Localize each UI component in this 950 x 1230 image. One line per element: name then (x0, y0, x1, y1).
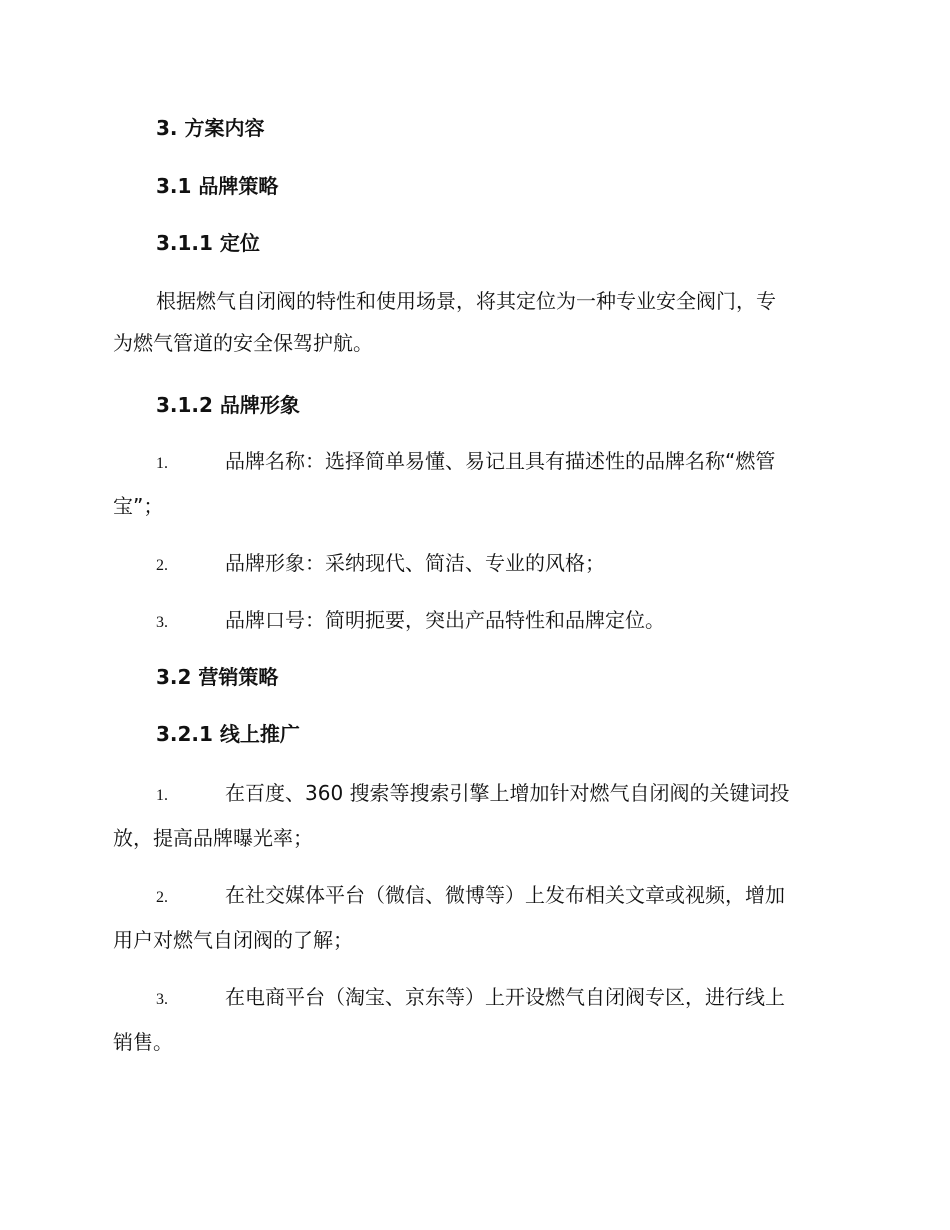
heading-positioning: 3.1.1 定位 (156, 231, 260, 255)
heading-brand-strategy: 3.1 品牌策略 (156, 174, 279, 198)
list-text: 品牌名称：选择简单易懂、易记且具有描述性的品牌名称“燃管 (225, 449, 776, 473)
heading-online-promotion: 3.2.1 线上推广 (156, 722, 300, 746)
list-item-social-media (113, 874, 833, 961)
list-number: 1. (156, 787, 168, 804)
paragraph-line: 根据燃气自闭阀的特性和使用场景，将其定位为一种专业安全阀门，专 (156, 289, 776, 313)
list-item-brand-image (113, 542, 833, 587)
heading-brand-image: 3.1.2 品牌形象 (156, 393, 300, 417)
list-text: 品牌口号：简明扼要，突出产品特性和品牌定位。 (225, 608, 665, 632)
list-text: 放，提高品牌曝光率； (113, 826, 313, 850)
list-item-brand-slogan (113, 599, 833, 644)
list-item-search-ads (113, 772, 833, 859)
list-text: 在电商平台（淘宝、京东等）上开设燃气自闭阀专区，进行线上 (225, 985, 785, 1009)
list-number: 2. (156, 889, 168, 906)
heading-marketing-strategy: 3.2 营销策略 (156, 665, 279, 689)
list-text: 在社交媒体平台（微信、微博等）上发布相关文章或视频，增加 (225, 883, 785, 907)
paragraph-positioning (113, 280, 833, 364)
list-number: 3. (156, 614, 168, 631)
list-number: 3. (156, 991, 168, 1008)
list-item-ecommerce (113, 976, 833, 1063)
list-item-brand-name (113, 440, 833, 527)
list-number: 1. (156, 455, 168, 472)
list-text: 宝”； (113, 494, 164, 518)
list-text: 销售。 (113, 1030, 173, 1054)
list-text: 品牌形象：采纳现代、简洁、专业的风格； (225, 551, 605, 575)
paragraph-line: 为燃气管道的安全保驾护航。 (113, 331, 373, 355)
list-number: 2. (156, 557, 168, 574)
list-text: 用户对燃气自闭阀的了解； (113, 928, 353, 952)
heading-section-3: 3. 方案内容 (156, 116, 265, 140)
list-text: 在百度、360 搜索等搜索引擎上增加针对燃气自闭阀的关键词投 (225, 781, 790, 805)
